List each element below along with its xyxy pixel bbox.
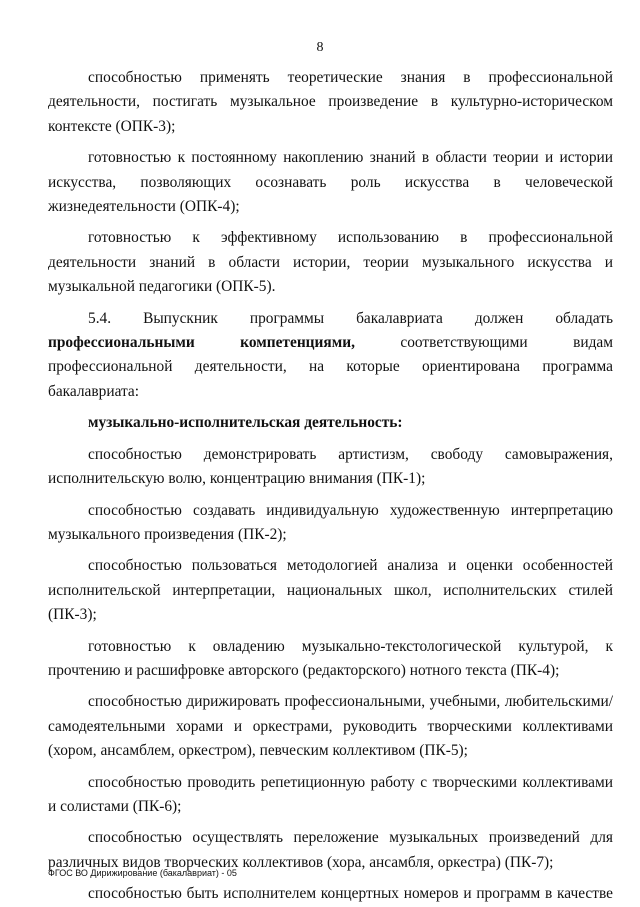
section-5-4-intro xyxy=(48,307,613,405)
paragraph-opk-3: способностью применять теоретические знания в профессиональной деятельности, постигать музыкальное произведение в культурно-историческом контексте (ОПК-3); xyxy=(48,69,613,135)
paragraph-pk-7: способностью осуществлять переложение музыкальных произведений для различных видов творческих коллективов (хора, ансамбля, оркестра) (ПК-7); xyxy=(48,829,613,871)
paragraph-pk-1: способностью демонстрировать артистизм, свободу самовыражения, исполнительскую волю, концентрацию внимания (ПК-1); xyxy=(48,445,613,488)
paragraph-pk-2: способностью создавать индивидуальную художественную интерпретацию музыкального произведения (ПК-2); xyxy=(48,501,613,543)
paragraph-pk-6: способностью проводить репетиционную работу с творческими коллективами и солистами (ПК-6); xyxy=(48,773,613,815)
section-5-4-tail: соответствующими видам профессиональной деятельности, на которые ориентирована программа бакалавриата: xyxy=(48,334,613,400)
paragraph-pk-3: способностью пользоваться методологией анализа и оценки особенностей исполнительской интерпретации, национальных школ, исполнительских стилей (ПК-3); xyxy=(48,557,613,624)
document-body xyxy=(48,66,613,907)
activity-type-heading: музыкально-исполнительская деятельность: xyxy=(88,414,403,432)
paragraph-opk-4: готовностью к постоянному накоплению знаний в области теории и истории искусства, позволяющих осознавать роль искусства в человеческой жизнедеятельности (ОПК-4); xyxy=(48,149,613,216)
section-5-4-bold-term: профессиональными компетенциями, xyxy=(48,334,355,352)
paragraph-opk-5: готовностью к эффективному использованию в профессиональной деятельности знаний в области истории, теории музыкального искусства и музыкальной педагогики (ОПК-5). xyxy=(48,229,613,296)
paragraph-pk-8-partial: способностью быть исполнителем концертных номеров и программ в качестве xyxy=(88,885,613,903)
page-number: 8 xyxy=(316,40,324,55)
section-5-4-lead: 5.4. Выпускник программы бакалавриата должен обладать xyxy=(88,309,613,327)
document-footer: ФГОС ВО Дирижирование (бакалавриат) - 05 xyxy=(48,868,237,878)
paragraph-pk-4: готовностью к овладению музыкально-текстологической культурой, к прочтению и расшифровке авторского (редакторского) нотного текста (ПК-4); xyxy=(48,637,613,679)
paragraph-pk-5: способностью дирижировать профессиональными, учебными, любительскими/самодеятельными хорами и оркестрами, руководить творческими коллективами (хором, ансамблем, оркестром), певческим коллективом (ПК-5); xyxy=(48,693,613,760)
